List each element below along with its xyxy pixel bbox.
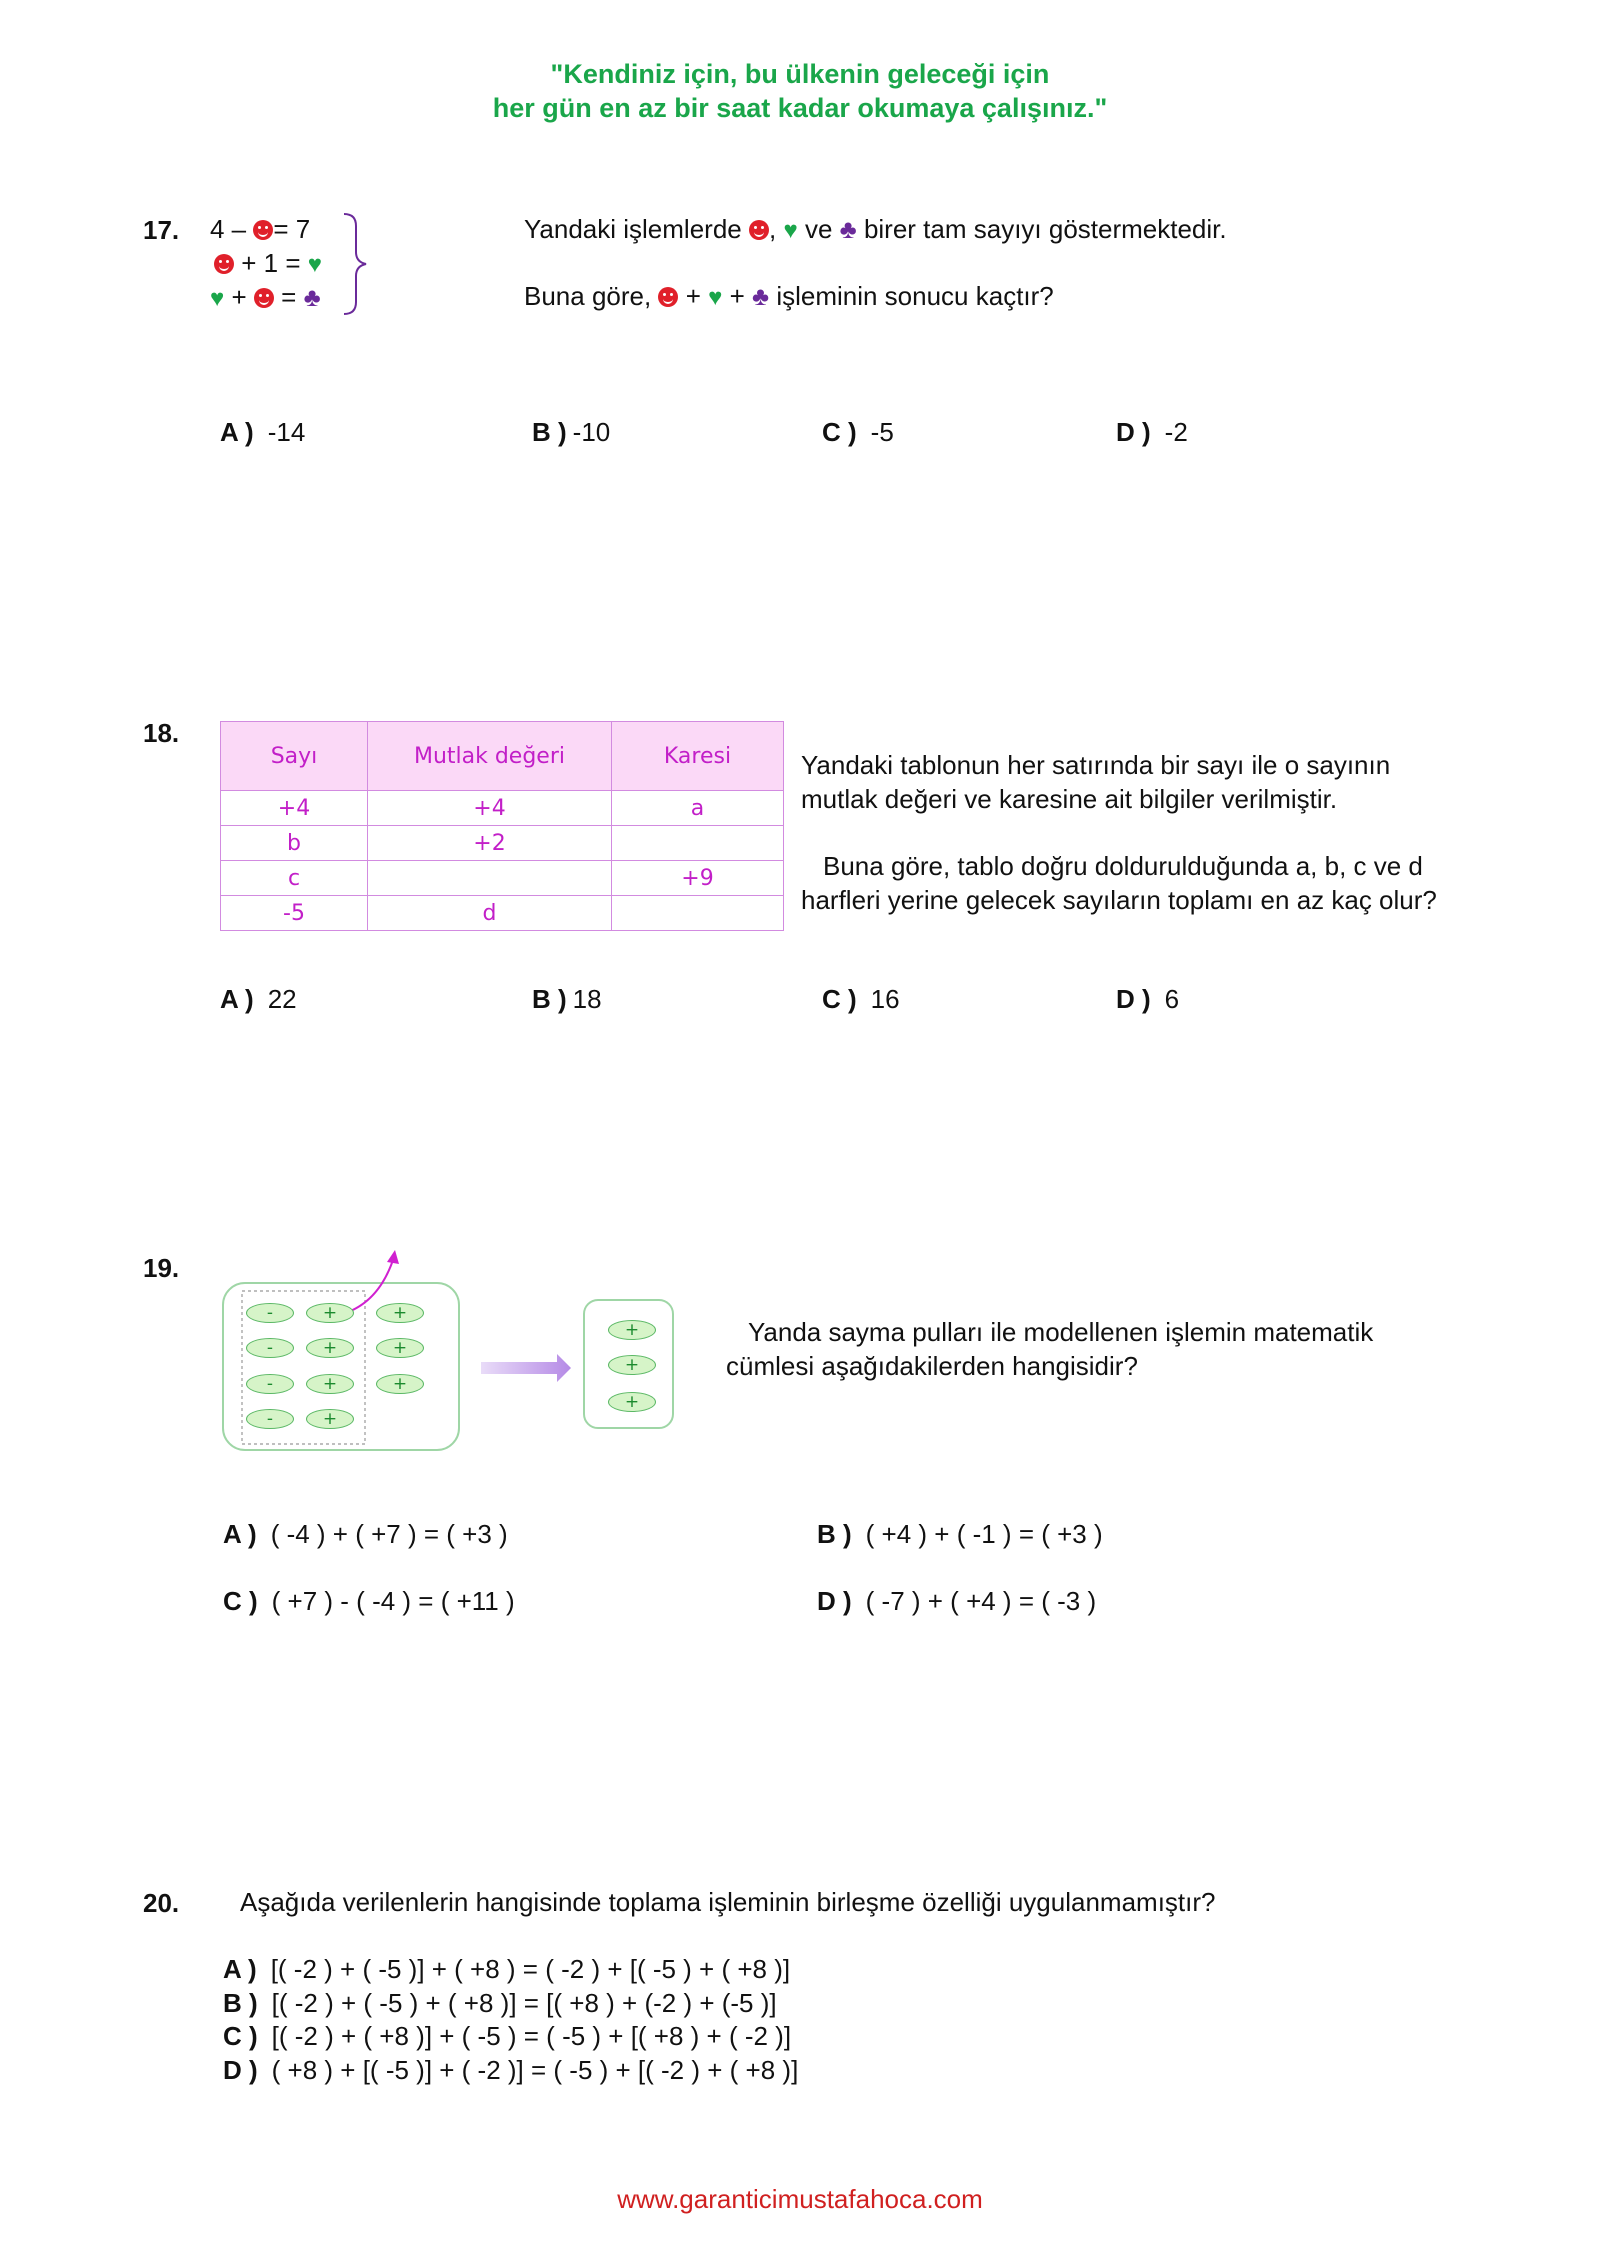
option-value: -5 — [870, 417, 894, 447]
positive-counter-chip: + — [608, 1355, 656, 1375]
smiley-icon — [253, 220, 273, 240]
table-cell: +9 — [612, 861, 784, 896]
negative-counter-chip: - — [246, 1374, 294, 1394]
q17-option-a[interactable] — [220, 417, 305, 448]
table-cell: b — [221, 826, 368, 861]
table-cell: +2 — [368, 826, 612, 861]
option-value: 18 — [572, 984, 602, 1014]
option-label: D ) — [1116, 984, 1151, 1014]
positive-counter-chip: + — [306, 1338, 354, 1358]
option-value: [( -2 ) + ( -5 )] + ( +8 ) = ( -2 ) + [( -5 ) + ( +8 )] — [270, 1954, 791, 1984]
q18-option-a[interactable] — [220, 984, 297, 1015]
club-icon: ♣ — [303, 282, 321, 312]
option-value: -14 — [267, 417, 306, 447]
positive-counter-chip: + — [376, 1374, 424, 1394]
option-label: A ) — [223, 1954, 257, 1984]
q17-text1-a: Yandaki işlemlerde — [524, 214, 742, 244]
q19-text-line-2: cümlesi aşağıdakilerden hangisidir? — [726, 1351, 1138, 1381]
heart-icon: ♥ — [307, 251, 322, 278]
table-row — [221, 896, 784, 931]
q18-text-line-1: Yandaki tablonun her satırında bir sayı ile o sayının — [801, 750, 1391, 780]
question-17-number: 17. — [143, 215, 180, 245]
table-row — [221, 861, 784, 896]
table-cell — [612, 896, 784, 931]
quote-line-1: "Kendiniz için, bu ülkenin geleceği için — [550, 59, 1050, 89]
heart-icon: ♥ — [783, 217, 798, 244]
option-value: [( -2 ) + ( -5 ) + ( +8 )] = [( +8 ) + (-2 ) + (-5 )] — [271, 1988, 777, 2018]
option-label: B ) — [817, 1519, 852, 1549]
option-label: C ) — [223, 2021, 258, 2051]
smiley-icon — [749, 220, 769, 240]
question-18-number: 18. — [143, 718, 180, 748]
heart-icon: ♥ — [708, 284, 723, 311]
table-cell: +4 — [368, 791, 612, 826]
q20-question-text: Aşağıda verilenlerin hangisinde toplama işleminin birleşme özelliği uygulanmamıştır? — [240, 1887, 1216, 1917]
q17-plus-2: + — [729, 281, 745, 311]
smiley-icon — [658, 287, 678, 307]
option-label: A ) — [223, 1519, 257, 1549]
negative-counter-chip: - — [246, 1409, 294, 1429]
eq3-mid2: = — [281, 282, 297, 312]
smiley-icon — [214, 254, 234, 274]
q20-option-d[interactable] — [223, 2055, 798, 2086]
eq3-mid1: + — [231, 282, 247, 312]
eq1-left: 4 – — [210, 214, 247, 244]
curly-brace — [340, 212, 370, 316]
q19-option-d[interactable] — [817, 1586, 1096, 1617]
q17-text1-d: birer tam sayıyı göstermektedir. — [863, 214, 1227, 244]
option-value: 22 — [267, 984, 297, 1014]
table-row — [221, 826, 784, 861]
q18-option-b[interactable] — [532, 984, 602, 1015]
option-label: B ) — [223, 1988, 258, 2018]
q17-plus-1: + — [685, 281, 701, 311]
club-icon: ♣ — [752, 281, 770, 311]
option-value: ( +7 ) - ( -4 ) = ( +11 ) — [271, 1586, 515, 1616]
option-label: A ) — [220, 417, 254, 447]
option-label: C ) — [822, 984, 857, 1014]
question-20-number: 20. — [143, 1888, 180, 1918]
q19-option-b[interactable] — [817, 1519, 1103, 1550]
q17-text-line-2 — [524, 279, 1054, 315]
option-label: D ) — [817, 1586, 852, 1616]
option-value: [( -2 ) + ( +8 )] + ( -5 ) = ( -5 ) + [( +8 ) + ( -2 )] — [271, 2021, 792, 2051]
q18-option-d[interactable] — [1116, 984, 1179, 1015]
q17-option-b[interactable] — [532, 417, 610, 448]
q17-option-d[interactable] — [1116, 417, 1188, 448]
club-icon: ♣ — [839, 214, 857, 244]
q17-text-line-1 — [524, 212, 1227, 248]
q17-equation-3 — [210, 280, 321, 316]
option-value: ( -4 ) + ( +7 ) = ( +3 ) — [270, 1519, 508, 1549]
option-value: 16 — [870, 984, 900, 1014]
eq1-right: = 7 — [273, 214, 311, 244]
q17-option-c[interactable] — [822, 417, 894, 448]
table-header-cell: Mutlak değeri — [368, 722, 612, 791]
table-row — [221, 791, 784, 826]
q19-text-line-1: Yanda sayma pulları ile modellenen işlemin matematik — [748, 1317, 1374, 1347]
q18-text-line-3: Buna göre, tablo doğru doldurulduğunda a, b, c ve d — [823, 851, 1423, 881]
negative-counter-chip: - — [246, 1303, 294, 1323]
option-label: C ) — [223, 1586, 258, 1616]
table-header-row — [221, 722, 784, 791]
option-value: ( +4 ) + ( -1 ) = ( +3 ) — [865, 1519, 1103, 1549]
positive-counter-chip: + — [376, 1338, 424, 1358]
positive-counter-chip: + — [608, 1320, 656, 1340]
positive-counter-chip: + — [608, 1392, 656, 1412]
table-header-cell: Karesi — [612, 722, 784, 791]
heart-icon: ♥ — [210, 285, 225, 312]
smiley-icon — [254, 288, 274, 308]
transform-arrow — [481, 1354, 571, 1382]
table-cell: -5 — [221, 896, 368, 931]
option-value: -2 — [1164, 417, 1188, 447]
table-cell: +4 — [221, 791, 368, 826]
q17-equation-1 — [210, 212, 310, 246]
footer-url[interactable]: www.garanticimustafahoca.com — [617, 2184, 983, 2214]
q20-option-c[interactable] — [223, 2021, 791, 2052]
table-cell — [368, 861, 612, 896]
q17-text2-b: işleminin sonucu kaçtır? — [776, 281, 1054, 311]
quote-line-2: her gün en az bir saat kadar okumaya çalışınız." — [492, 93, 1108, 123]
negative-counter-chip: - — [246, 1338, 294, 1358]
option-value: ( -7 ) + ( +4 ) = ( -3 ) — [865, 1586, 1097, 1616]
table-header-cell: Sayı — [221, 722, 368, 791]
option-label: A ) — [220, 984, 254, 1014]
positive-counter-chip: + — [306, 1409, 354, 1429]
positive-counter-chip: + — [306, 1374, 354, 1394]
option-value: ( +8 ) + [( -5 )] + ( -2 )] = ( -5 ) + [( -2 ) + ( +8 )] — [271, 2055, 799, 2085]
table-cell — [612, 826, 784, 861]
q18-text-line-2: mutlak değeri ve karesine ait bilgiler verilmiştir. — [801, 784, 1338, 814]
q19-option-a[interactable] — [223, 1519, 508, 1550]
table-cell: c — [221, 861, 368, 896]
option-label: B ) — [532, 984, 567, 1014]
positive-counter-chip: + — [306, 1303, 354, 1323]
q18-option-c[interactable] — [822, 984, 900, 1015]
q17-equation-2 — [214, 246, 322, 282]
positive-counter-chip: + — [376, 1303, 424, 1323]
table-cell: d — [368, 896, 612, 931]
eq2-mid: + 1 = — [241, 248, 301, 278]
option-value: -10 — [572, 417, 611, 447]
q17-text2-a: Buna göre, — [524, 281, 652, 311]
table-cell: a — [612, 791, 784, 826]
q20-option-a[interactable] — [223, 1954, 790, 1985]
question-19-number: 19. — [143, 1253, 180, 1283]
q19-option-c[interactable] — [223, 1586, 515, 1617]
option-value: 6 — [1164, 984, 1180, 1014]
option-label: B ) — [532, 417, 567, 447]
q17-text1-c: ve — [804, 214, 833, 244]
q17-text1-b: , — [768, 214, 777, 244]
option-label: D ) — [1116, 417, 1151, 447]
option-label: C ) — [822, 417, 857, 447]
q18-text-line-4: harfleri yerine gelecek sayıların toplamı en az kaç olur? — [801, 885, 1437, 915]
q18-table — [220, 721, 784, 931]
q20-option-b[interactable] — [223, 1988, 777, 2019]
option-label: D ) — [223, 2055, 258, 2085]
